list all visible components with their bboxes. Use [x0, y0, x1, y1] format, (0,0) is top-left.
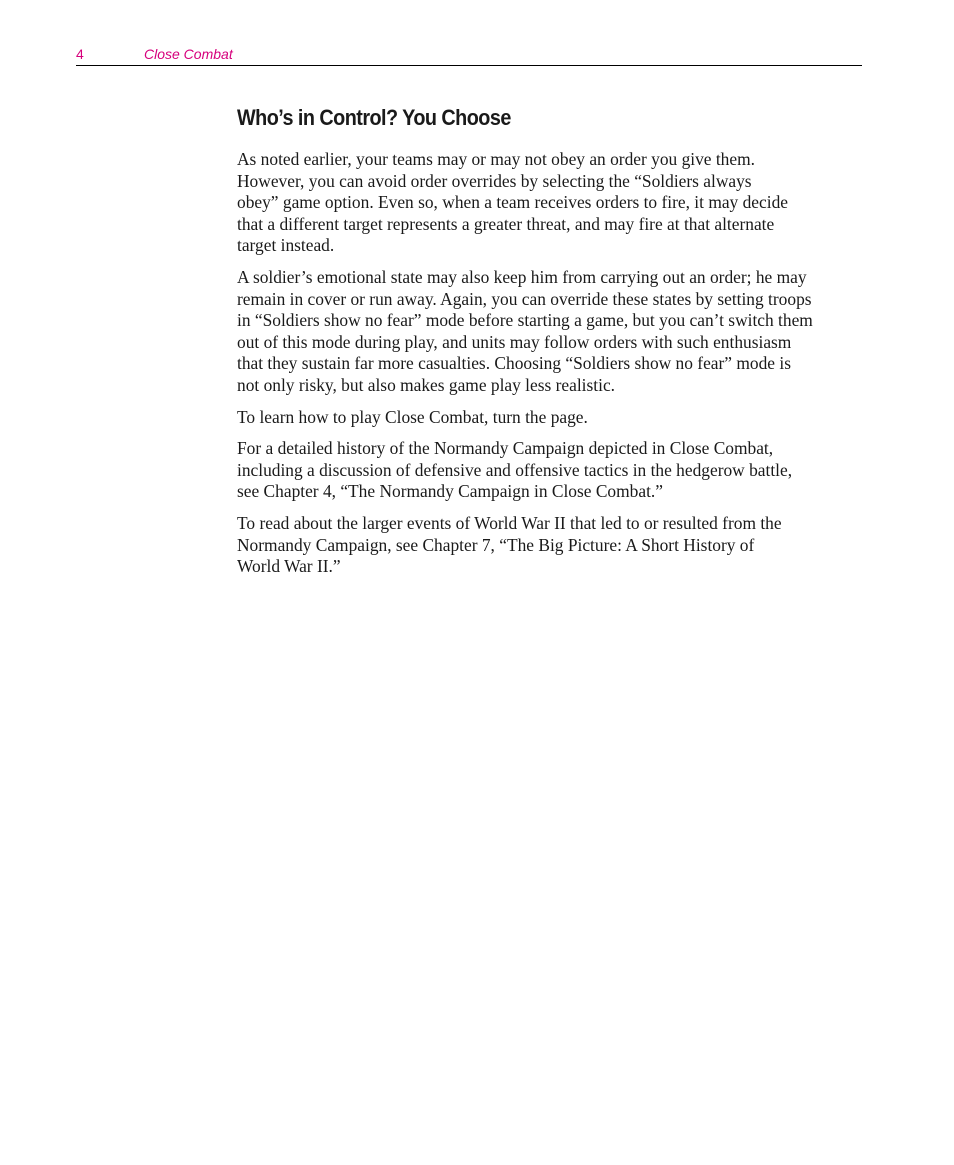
text-line: A soldier’s emotional state may also keep him from carrying out an order; he may [237, 266, 807, 287]
text-line: see Chapter 4, “The Normandy Campaign in Close Combat.” [237, 481, 663, 502]
paragraph-learn-to-play [237, 407, 869, 429]
text-line: that they sustain far more casualties. Choosing “Soldiers show no fear” mode is [237, 353, 791, 374]
paragraph-normandy-history [237, 438, 869, 503]
text-line: To read about the larger events of World War II that led to or resulted from the [237, 512, 782, 533]
text-line: As noted earlier, your teams may or may not obey an order you give them. [237, 149, 755, 169]
text-line: remain in cover or run away. Again, you can override these states by setting troops [237, 288, 812, 309]
paragraph-obeying-orders [237, 149, 869, 257]
page-number: 4 [76, 46, 84, 62]
paragraph-world-war-ii [237, 513, 869, 578]
text-line: target instead. [237, 235, 335, 256]
page-header [76, 46, 862, 66]
text-line: not only risky, but also makes game play less realistic. [237, 374, 616, 395]
text-line: that a different target represents a greater threat, and may fire at that alternate [237, 213, 775, 234]
paragraph-emotional-state [237, 267, 869, 397]
section-heading: Who’s in Control? You Choose [237, 105, 511, 130]
text-line: To learn how to play Close Combat, turn the page. [237, 406, 588, 427]
text-line: obey” game option. Even so, when a team receives orders to fire, it may decide [237, 192, 788, 213]
text-line: World War II.” [237, 556, 341, 577]
text-line: out of this mode during play, and units may follow orders with such enthusiasm [237, 331, 792, 352]
text-line: including a discussion of defensive and offensive tactics in the hedgerow battle, [237, 459, 793, 480]
page-content [237, 104, 869, 588]
text-line: Normandy Campaign, see Chapter 7, “The Big Picture: A Short History of [237, 534, 755, 555]
text-line: However, you can avoid order overrides by selecting the “Soldiers always [237, 170, 752, 191]
running-title: Close Combat [144, 46, 233, 62]
text-line: in “Soldiers show no fear” mode before starting a game, but you can’t switch them [237, 310, 813, 331]
text-line: For a detailed history of the Normandy Campaign depicted in Close Combat, [237, 438, 774, 459]
